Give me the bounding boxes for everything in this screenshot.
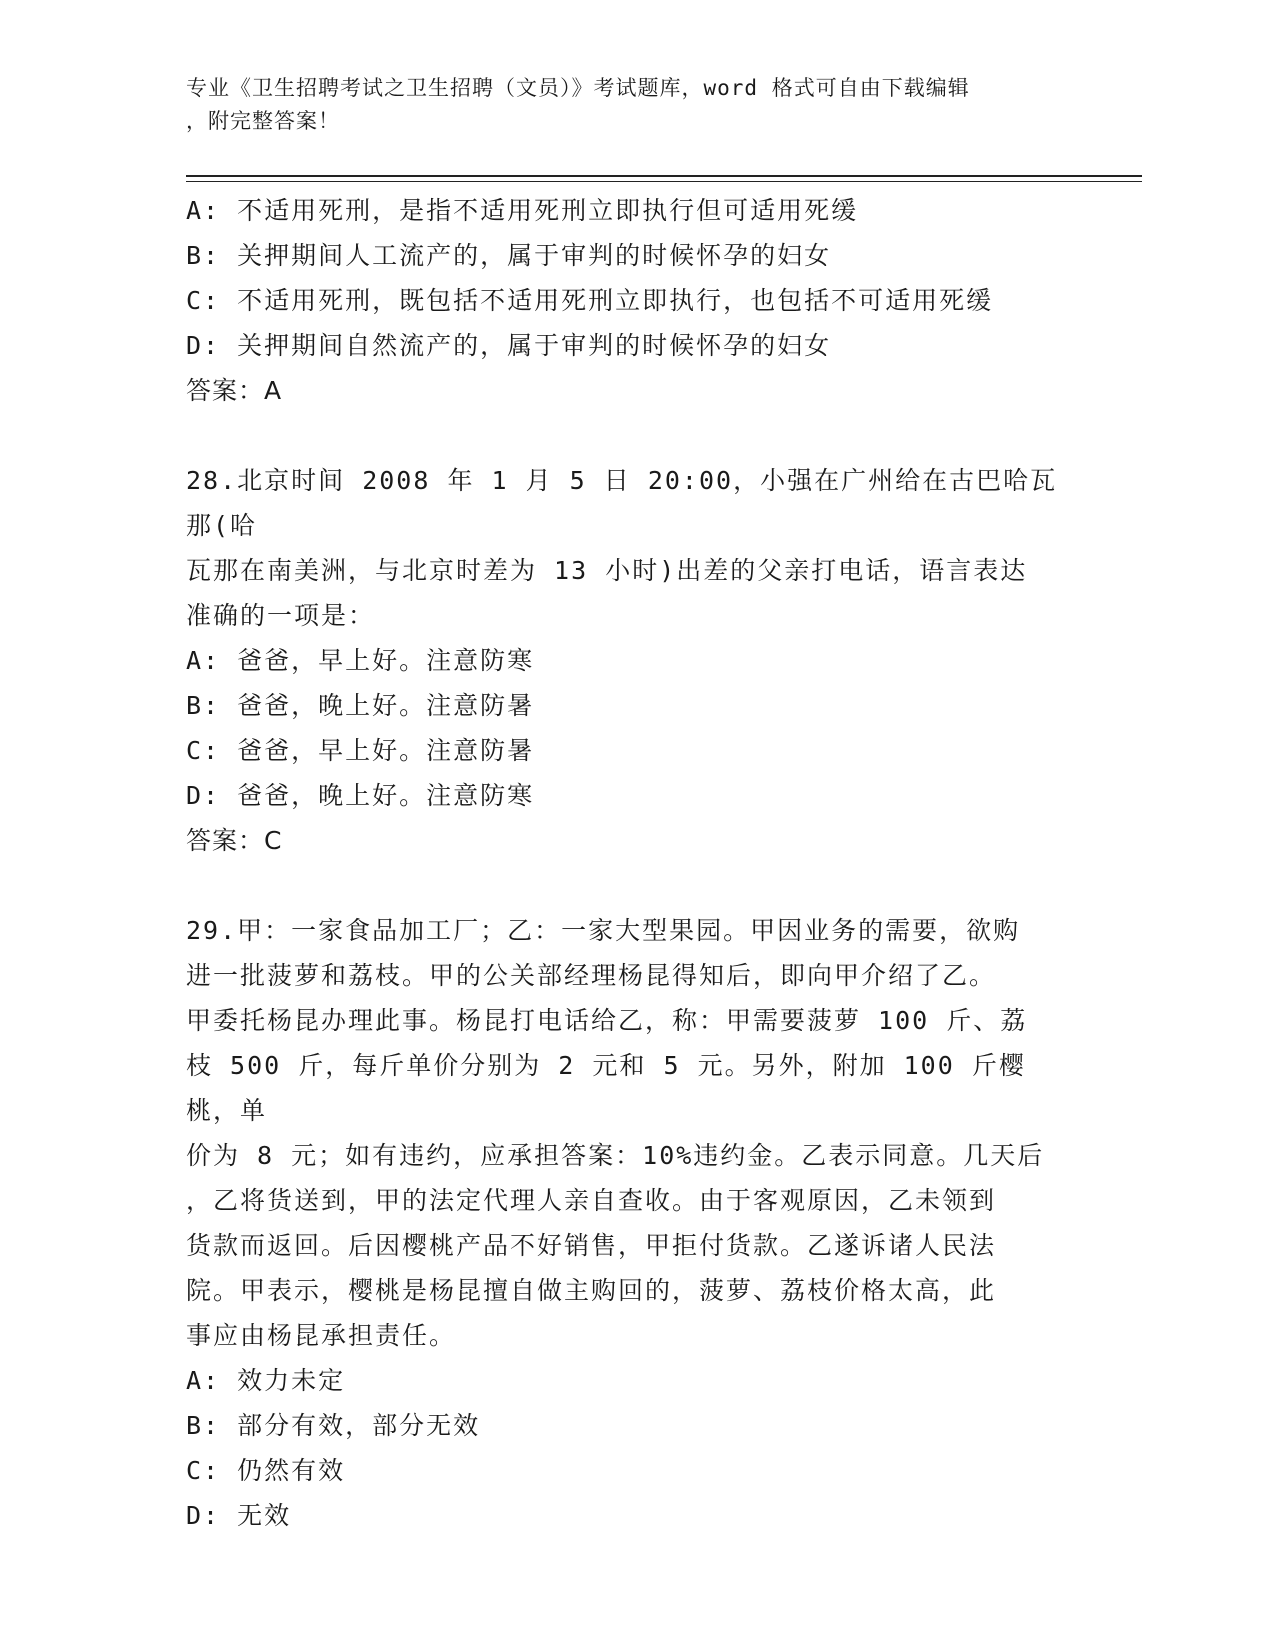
q29-option-d: D: 无效: [186, 1501, 292, 1530]
header-divider-thick: [186, 175, 1142, 177]
q29-option-c: C: 仍然有效: [186, 1456, 346, 1485]
q28-answer: 答案：C: [186, 826, 283, 855]
spacer: [186, 863, 1066, 908]
q29-stem-line-6: ，乙将货送到，甲的法定代理人亲自查收。由于客观原因，乙未领到: [186, 1186, 997, 1215]
q27-answer: 答案：A: [186, 376, 283, 405]
spacer: [186, 413, 1066, 458]
header-line-2: ，附完整答案！: [186, 109, 340, 133]
q27-option-c: C: 不适用死刑，既包括不适用死刑立即执行，也包括不可适用死缓: [186, 286, 994, 315]
header-divider-thin: [186, 181, 1142, 182]
q29-stem-line-4: 枝 500 斤，每斤单价分别为 2 元和 5 元。另外，附加 100 斤樱桃，单: [186, 1051, 1026, 1125]
document-header: [186, 72, 1066, 138]
q29-stem-line-2: 进一批菠萝和荔枝。甲的公关部经理杨昆得知后，即向甲介绍了乙。: [186, 961, 997, 990]
q28-stem-line-2: 瓦那在南美洲，与北京时差为 13 小时)出差的父亲打电话，语言表达: [186, 556, 1028, 585]
q27-option-d: D: 关押期间自然流产的，属于审判的时候怀孕的妇女: [186, 331, 832, 360]
q29-stem-line-8: 院。甲表示，樱桃是杨昆擅自做主购回的，菠萝、荔枝价格太高，此: [186, 1276, 997, 1305]
q28-option-d: D: 爸爸，晚上好。注意防寒: [186, 781, 535, 810]
question-28-block: [186, 458, 1066, 863]
q29-stem-line-9: 事应由杨昆承担责任。: [186, 1321, 457, 1350]
q29-option-a: A: 效力未定: [186, 1366, 346, 1395]
q28-stem-line-3: 准确的一项是：: [186, 601, 376, 630]
q29-stem-line-5: 价为 8 元；如有违约，应承担答案：10%违约金。乙表示同意。几天后: [186, 1141, 1045, 1170]
q27-option-a: A: 不适用死刑，是指不适用死刑立即执行但可适用死缓: [186, 196, 859, 225]
q29-stem-line-1: 29.甲：一家食品加工厂；乙：一家大型果园。甲因业务的需要，欲购: [186, 916, 1021, 945]
q28-option-b: B: 爸爸，晚上好。注意防暑: [186, 691, 535, 720]
question-29-block: [186, 908, 1066, 1538]
q28-stem-line-1: 28.北京时间 2008 年 1 月 5 日 20:00，小强在广州给在古巴哈瓦那(哈: [186, 466, 1058, 540]
question-content: [186, 188, 1066, 1538]
q29-stem-line-7: 货款而返回。后因樱桃产品不好销售，甲拒付货款。乙遂诉诸人民法: [186, 1231, 997, 1260]
q29-stem-line-3: 甲委托杨昆办理此事。杨昆打电话给乙，称：甲需要菠萝 100 斤、荔: [186, 1006, 1028, 1035]
q28-option-a: A: 爸爸，早上好。注意防寒: [186, 646, 535, 675]
question-27-block: [186, 188, 1066, 413]
q27-option-b: B: 关押期间人工流产的，属于审判的时候怀孕的妇女: [186, 241, 832, 270]
q28-option-c: C: 爸爸，早上好。注意防暑: [186, 736, 535, 765]
header-line-1: 专业《卫生招聘考试之卫生招聘（文员）》考试题库，word 格式可自由下载编辑: [186, 76, 970, 100]
q29-option-b: B: 部分有效，部分无效: [186, 1411, 481, 1440]
